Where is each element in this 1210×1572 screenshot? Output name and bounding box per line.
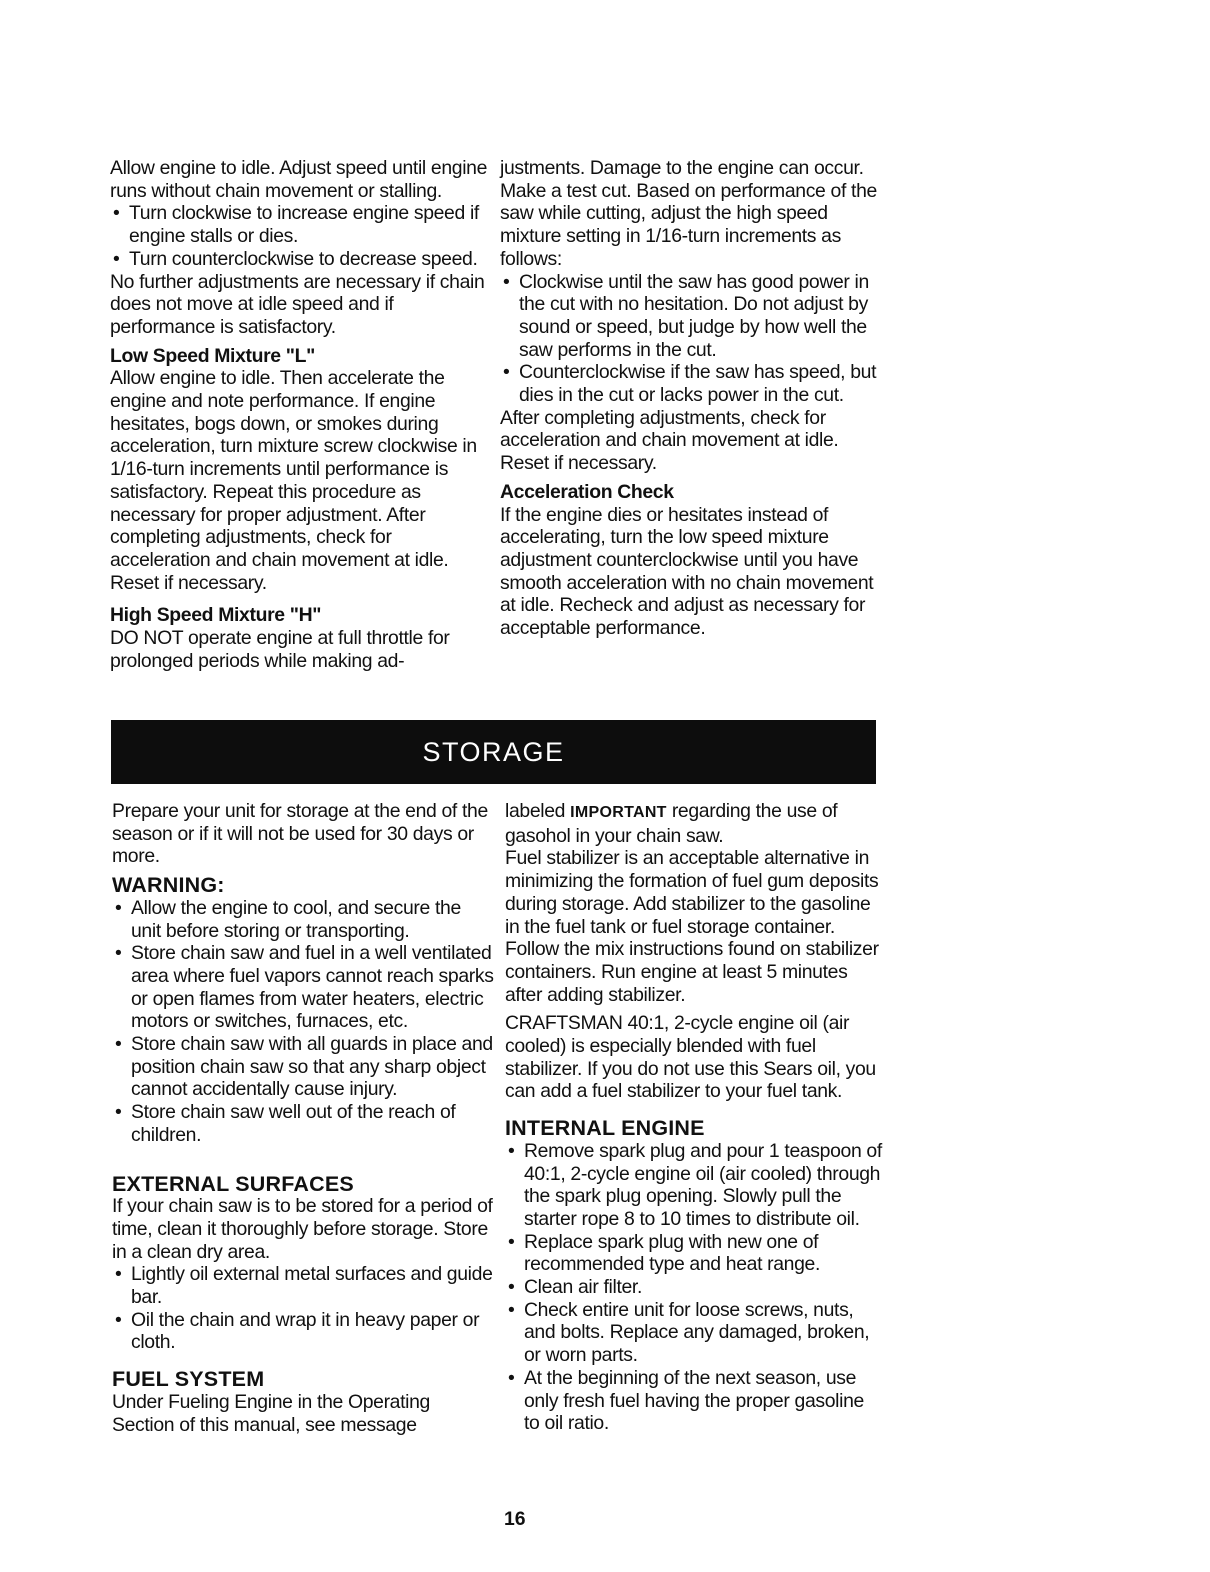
storage-title: STORAGE xyxy=(422,736,565,767)
acceleration-check-text: If the engine dies or hesitates instead of accelerating, turn the low speed mixture adjustment counterclockwise until you have smooth acceleration with no chain movement at idle. Recheck and adjust as necessary for acceptable performance. xyxy=(500,503,874,640)
external-surfaces-list xyxy=(112,1263,494,1354)
internal-engine-list xyxy=(505,1140,883,1435)
warning-heading: WARNING: xyxy=(112,873,225,898)
fuel-stabilizer-text: Fuel stabilizer is an acceptable alternative in minimizing the formation of fuel gum deposits during storage. Add stabilizer to the gasoline in the fuel tank or fuel storage container. Follow the mix instructions found on stabilizer containers. Run engine at least 5 minutes after adding stabilizer. xyxy=(505,847,879,1006)
acceleration-check-heading: Acceleration Check xyxy=(500,480,674,503)
internal-engine-heading: INTERNAL ENGINE xyxy=(505,1116,705,1141)
bottom-right-column xyxy=(505,800,883,1435)
external-surfaces-heading: EXTERNAL SURFACES xyxy=(112,1171,354,1196)
labeled-suffix: regarding the use of gasohol in your chain saw. xyxy=(505,800,838,847)
gasohol-note xyxy=(505,800,883,847)
storage-section-banner xyxy=(111,720,876,784)
list-item: • Counterclockwise if the saw has speed, but dies in the cut or lacks power in the cut. xyxy=(500,361,880,406)
fuel-system-heading: FUEL SYSTEM xyxy=(112,1367,265,1392)
high-speed-continued: justments. Damage to the engine can occur. Make a test cut. Based on performance of the saw while cutting, adjust the high speed mixture setting in 1/16-turn increments as follows: xyxy=(500,157,877,270)
list-item: • Store chain saw with all guards in place and position chain saw so that any sharp object cannot accidentally cause injury. xyxy=(112,1033,494,1101)
list-item: • At the beginning of the next season, use only fresh fuel having the proper gasoline to oil ratio. xyxy=(505,1367,883,1435)
list-item: • Oil the chain and wrap it in heavy paper or cloth. xyxy=(112,1309,494,1354)
labeled-prefix: labeled xyxy=(505,800,566,822)
list-item: • Remove spark plug and pour 1 teaspoon of 40:1, 2-cycle engine oil (air cooled) through the spark plug opening. Slowly pull the starter rope 8 to 10 times to distribute oil. xyxy=(505,1140,883,1231)
craftsman-oil-text: CRAFTSMAN 40:1, 2-cycle engine oil (air cooled) is especially blended with fuel stabilizer. If you do not use this Sears oil, you can add a fuel stabilizer to your fuel tank. xyxy=(505,1012,876,1103)
list-item: • Replace spark plug with new one of recommended type and heat range. xyxy=(505,1231,883,1276)
idle-speed-list xyxy=(110,202,488,270)
storage-intro: Prepare your unit for storage at the end of the season or if it will not be used for 30 days or more. xyxy=(112,800,488,868)
list-item: • Allow the engine to cool, and secure the unit before storing or transporting. xyxy=(112,897,494,942)
list-item: • Turn counterclockwise to decrease speed. xyxy=(110,248,488,271)
external-surfaces-text: If your chain saw is to be stored for a period of time, clean it thoroughly before storage. Store in a clean dry area. xyxy=(112,1195,493,1263)
idle-adjust-intro: Allow engine to idle. Adjust speed until engine runs without chain movement or stalling. xyxy=(110,157,488,202)
list-item: • Check entire unit for loose screws, nuts, and bolts. Replace any damaged, broken, or worn parts. xyxy=(505,1299,883,1367)
low-speed-mixture-heading: Low Speed Mixture "L" xyxy=(110,344,315,367)
high-speed-mixture-heading: High Speed Mixture "H" xyxy=(110,604,322,627)
list-item: • Turn clockwise to increase engine speed if engine stalls or dies. xyxy=(110,202,488,247)
after-adjustments-text: After completing adjustments, check for acceleration and chain movement at idle. Reset if necessary. xyxy=(500,406,839,475)
list-item: • Store chain saw and fuel in a well ventilated area where fuel vapors cannot reach sparks or open flames from water heaters, electric motors or switches, furnaces, etc. xyxy=(112,942,494,1033)
high-speed-list xyxy=(500,271,880,407)
high-speed-mixture-text: DO NOT operate engine at full throttle for prolonged periods while making ad- xyxy=(110,627,450,672)
fuel-system-text: Under Fueling Engine in the Operating Section of this manual, see message xyxy=(112,1390,430,1436)
warning-list xyxy=(112,897,494,1147)
top-left-column xyxy=(110,157,488,672)
important-label: IMPORTANT xyxy=(570,804,667,821)
top-right-column xyxy=(500,157,880,640)
page-number: 16 xyxy=(504,1508,526,1530)
low-speed-mixture-text: Allow engine to idle. Then accelerate the engine and note performance. If engine hesitates, bogs down, or smokes during acceleration, turn mixture screw clockwise in 1/16-turn increments until performance is satisfactory. Repeat this procedure as necessary for proper adjustment. After completing adjustments, check for acceleration and chain movement at idle. Reset if necessary. xyxy=(110,367,477,594)
bottom-left-column xyxy=(112,800,494,1436)
idle-adjust-note: No further adjustments are necessary if chain does not move at idle speed and if performance is satisfactory. xyxy=(110,270,485,338)
list-item: • Clockwise until the saw has good power in the cut with no hesitation. Do not adjust by sound or speed, but judge by how well the saw performs in the cut. xyxy=(500,271,880,362)
list-item: • Store chain saw well out of the reach of children. xyxy=(112,1101,494,1146)
list-item: • Clean air filter. xyxy=(505,1276,883,1299)
list-item: • Lightly oil external metal surfaces and guide bar. xyxy=(112,1263,494,1308)
